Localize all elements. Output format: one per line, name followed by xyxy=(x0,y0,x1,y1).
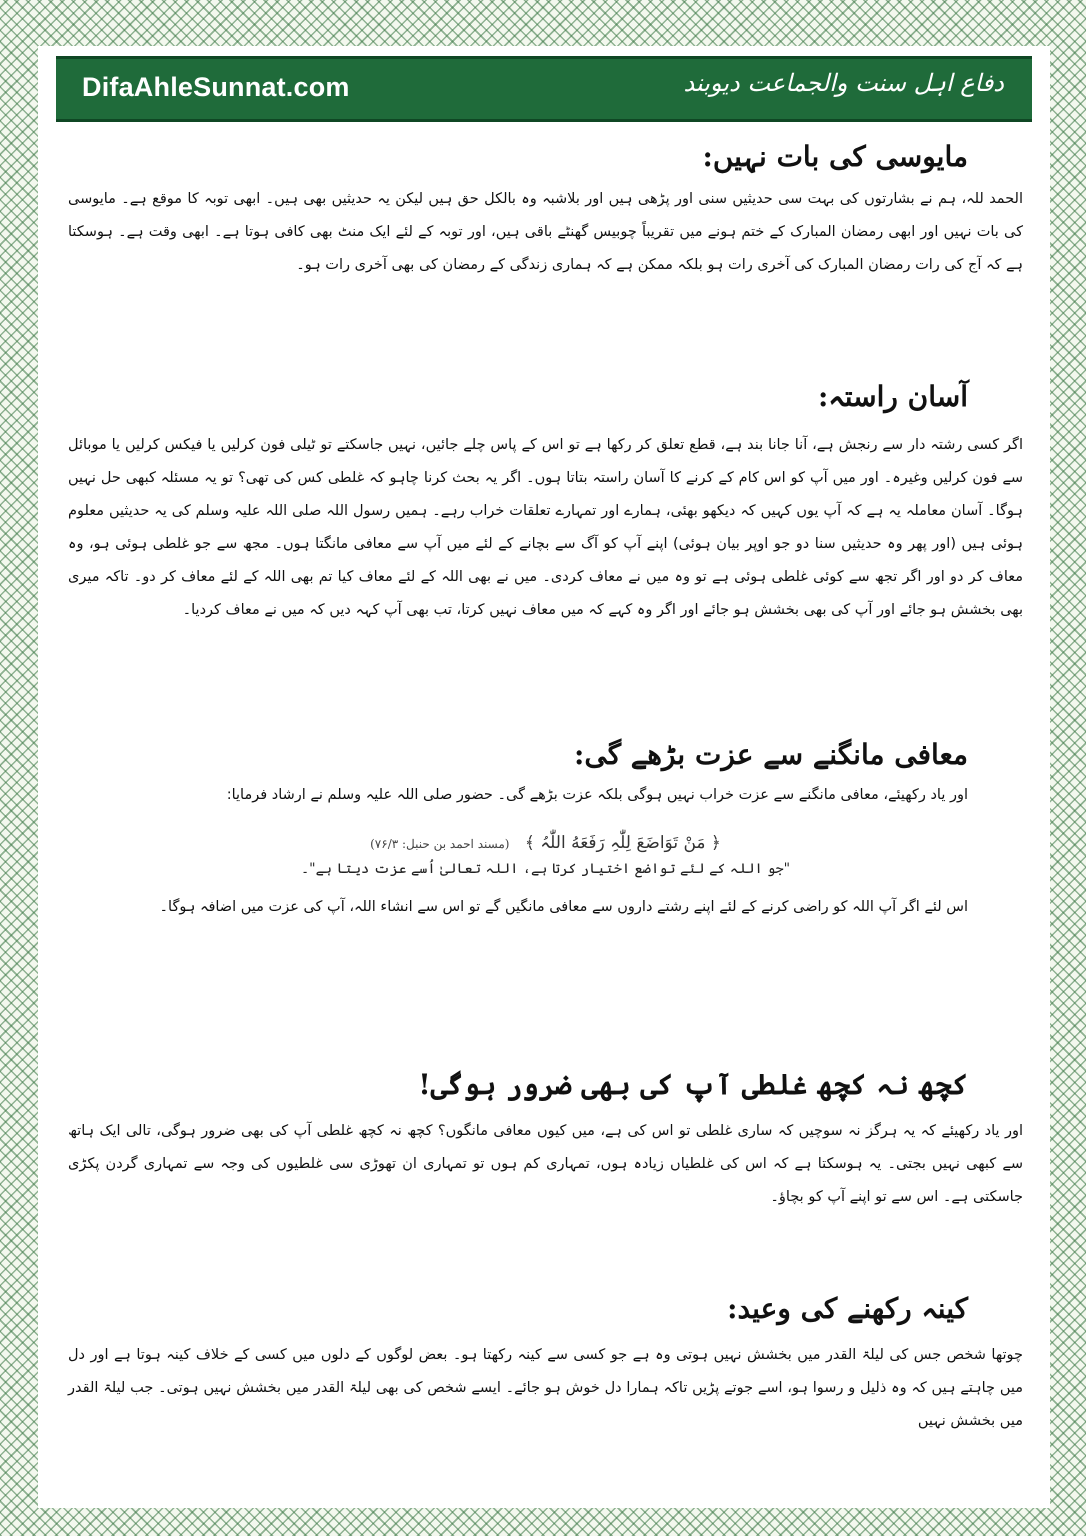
section-heading: معافی مانگنے سے عزت بڑھے گی: xyxy=(574,738,968,771)
section-heading: مایوسی کی بات نہیں: xyxy=(702,140,968,173)
hadith-text: ﴿ مَنْ تَوَاضَعَ لِلّٰہِ رَفَعَهُ اللّٰہُ ﴾ xyxy=(524,833,721,853)
section-grudge-warning xyxy=(68,1292,1023,1452)
section-paragraph: اس لئے اگر آپ اللہ کو راضی کرنے کے لئے اپنے رشتے داروں سے معافی مانگیں گے تو اس سے انشاء اللہ، آپ کی عزت میں اضافہ ہوگا۔ xyxy=(159,899,968,915)
document-page xyxy=(38,46,1050,1508)
section-paragraph: اگر کسی رشتہ دار سے رنجش ہے، آنا جانا بند ہے، قطع تعلق کر رکھا ہے تو اس کے پاس چلے جائیں، نہیں جاسکتے تو ٹیلی فون کرلیں یا فیکس کرلیں یا موبائل سے فون کرلیں وغیرہ۔ اور میں آپ کو اس کام کے کرنے کا آسان راستہ بتاتا ہوں۔ اگر یہ بحث کرنا چاہو کہ غلطی کس کی تھی؟ تو یہ مسئلہ کبھی حل نہیں ہوگا۔ آسان معاملہ یہ ہے کہ آپ یوں کہیں کہ دیکھو بھئی، ہمارے اور تمہارے تعلقات خراب رہے۔ ہمیں رسول اللہ صلی اللہ علیہ وسلم کی یہ حدیثیں معلوم ہوئی ہیں (اور پھر وہ حدیثیں سنا دو جو اوپر بیان ہوئی) اپنے آپ کو آگ سے بچانے کے لئے میں آپ سے معافی مانگتا ہوں۔ مجھ سے جو غلطی ہوئی ہو، وہ معاف کر دو اور اگر تجھ سے کوئی غلطی ہوئی ہے تو وہ میں نے معاف کردی۔ میں نے بھی اللہ کے لئے معاف کیا تم بھی اللہ کے لئے معاف کر دو۔ تاکہ میری بھی بخشش ہو جائے اور آپ کی بھی بخشش ہو جائے اور اگر وہ کہے کہ میں معاف نہیں کرتا، تب بھی آپ کہہ دیں کہ میں نے معاف کردیا۔ xyxy=(68,437,1023,618)
site-name[interactable]: DifaAhleSunnat.com xyxy=(82,72,350,102)
section-heading: آسان راستہ: xyxy=(817,380,968,413)
section-no-despair xyxy=(68,140,1023,360)
section-paragraph: چوتھا شخص جس کی لیلۃ القدر میں بخشش نہیں ہوتی وہ ہے جو کسی سے کینہ رکھتا ہو۔ بعض لوگوں کے دلوں میں کسی کے خلاف کینہ ہوتا ہے اور دل میں چاہتے ہیں کہ وہ ذلیل و رسوا ہو، اسے جوتے پڑیں تاکہ ہمارا دل خوش ہو جائے۔ ایسے شخص کی بھی لیلۃ القدر میں بخشش نہیں ہوتی۔ جب لیلۃ القدر میں بخشش نہیں xyxy=(68,1347,1023,1429)
section-heading: کچھ نہ کچھ غلطی آپ کی بھی ضرور ہوگی! xyxy=(418,1068,968,1101)
section-easy-way xyxy=(68,380,1023,720)
section-paragraph: الحمد للہ، ہم نے بشارتوں کی بہت سی حدیثیں سنی اور پڑھی ہیں اور بلاشبہ وہ بالکل حق ہیں لیکن یہ حدیثیں بھی ہیں۔ ابھی توبہ کا موقع ہے۔ مایوسی کی بات نہیں اور ابھی رمضان المبارک کے ختم ہونے میں تقریباً چوبیس گھنٹے باقی ہیں، اور توبہ کے لئے ایک منٹ بھی کافی ہوتا ہے۔ ابھی وقت ہے۔ ہوسکتا ہے کہ آج کی رات رمضان المبارک کی آخری رات ہو بلکہ ممکن ہے کہ ہماری زندگی کے رمضان کی بھی آخری رات ہو۔ xyxy=(68,191,1023,273)
section-your-mistake xyxy=(68,1068,1023,1278)
section-intro: اور یاد رکھیئے، معافی مانگنے سے عزت خراب نہیں ہوگی بلکہ عزت بڑھے گی۔ حضور صلی اللہ علیہ وسلم نے ارشاد فرمایا: xyxy=(226,787,968,803)
hadith-arabic xyxy=(68,826,1023,861)
section-paragraph: اور یاد رکھیئے کہ یہ ہرگز نہ سوچیں کہ ساری غلطی تو اس کی ہے، میں کیوں معافی مانگوں؟ کچھ نہ کچھ غلطی آپ کی بھی ضرور ہوگی، تالی ایک ہاتھ سے کبھی نہیں بجتی۔ یہ ہوسکتا ہے کہ اس کی غلطیاں زیادہ ہوں، تمہاری کم ہوں تو تمہاری ان تھوڑی سی غلطیوں کی وجہ سے تمہاری گردن پکڑی جاسکتی ہے۔ اس سے تو اپنے آپ کو بچاؤ۔ xyxy=(68,1123,1023,1205)
section-apology-honor xyxy=(68,738,1023,1048)
hadith-reference: (مسند احمد بن حنبل: ۷۶/۳) xyxy=(370,837,510,851)
section-heading: کینہ رکھنے کی وعید: xyxy=(727,1292,968,1325)
hadith-translation: "جو اللہ کے لئے تواضع اختیار کرتا ہے، اللہ تعالیٰ اُسے عزت دیتا ہے"۔ xyxy=(300,861,791,877)
organization-name: دفاع اہل سنت والجماعت دیوبند xyxy=(683,69,1004,97)
article-content xyxy=(68,132,1023,1452)
header-banner xyxy=(56,56,1032,122)
